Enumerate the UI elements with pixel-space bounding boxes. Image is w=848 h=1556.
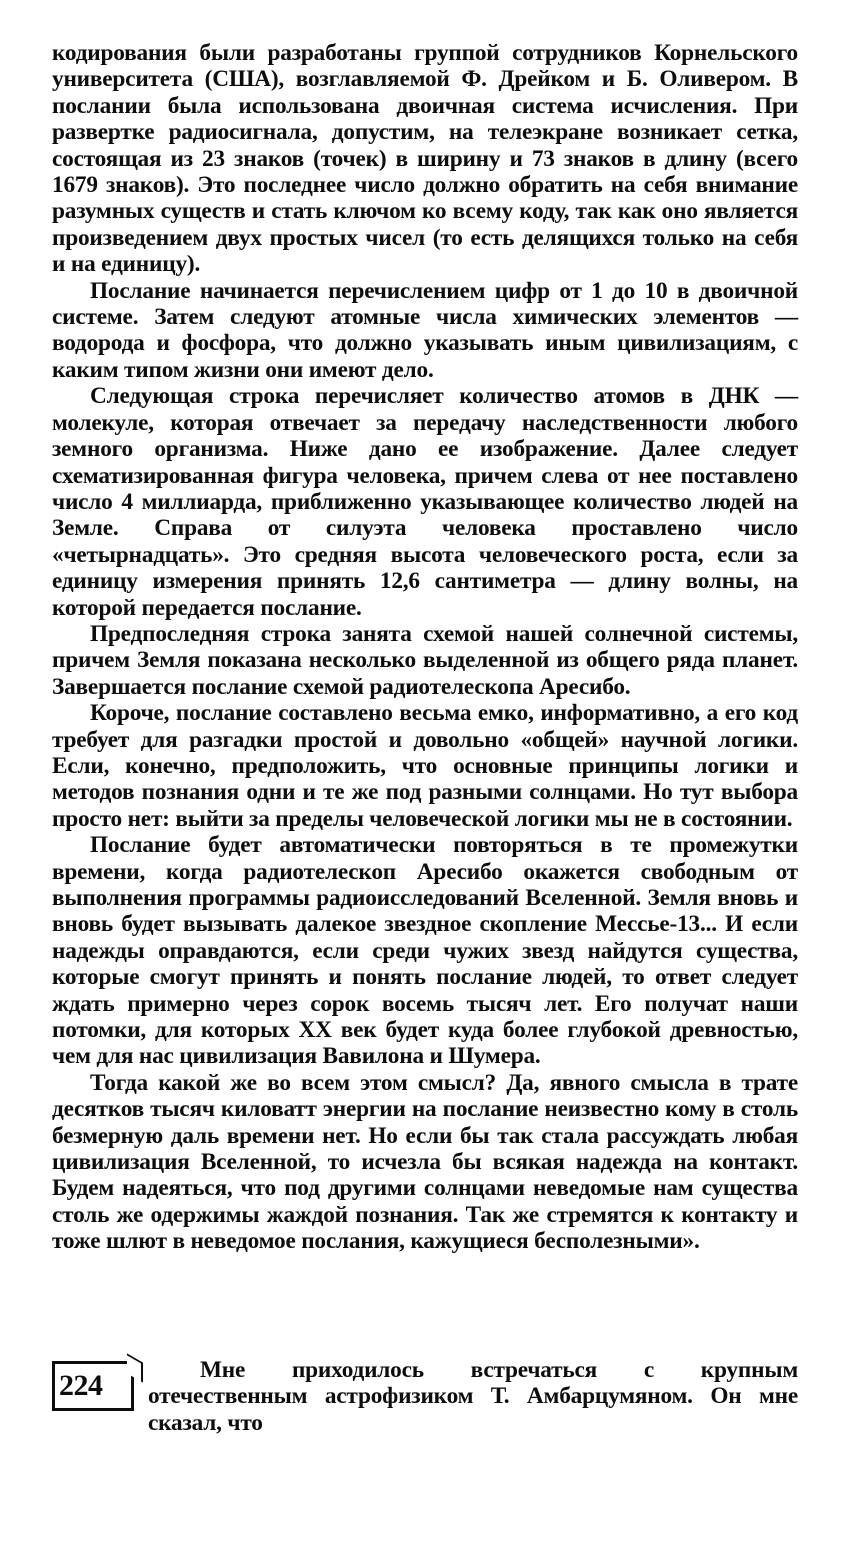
paragraph-3: Следующая строка перечисляет количество атомов в ДНК — молекуле, которая отвечает за передачу наследственности любого земного организма. Ниже дано ее изображение. Далее следует схематизированная фигура человека, причем слева от нее поставлено число 4 миллиарда, приближенно указывающее количество людей на Земле. Справа от силуэта человека проставлено число «четырнадцать». Это средняя высота человеческого роста, если за единицу измерения принять 12,6 сантиметра — длину волны, на которой передается послание. [52,383,798,621]
footer-paragraph: Мне приходилось встречаться с крупным отечественным астрофизиком Т. Амбарцумяном. Он мне сказал, что [148,1357,798,1436]
paragraph-4: Предпоследняя строка занята схемой нашей солнечной системы, причем Земля показана несколько выделенной из общего ряда планет. Завершается послание схемой радиотелескопа Аресибо. [52,620,798,700]
body-text [52,40,798,1255]
paragraph-6: Послание будет автоматически повторяться в те промежутки времени, когда радиотелескоп Аресибо окажется свободным от выполнения программы радиоисследований Вселенной. Земля вновь и вновь будет вызывать далекое звездное скопление Мессье-13... И если надежды оправдаются, если среди чужих звезд найдутся существа, которые смогут принять и понять послание людей, то ответ следует ждать примерно через сорок восемь тысяч лет. Его получат наши потомки, для которых XX век будет куда более глубокой древностью, чем для нас цивилизация Вавилона и Шумера. [52,832,798,1070]
page-number: 224 [52,1361,134,1411]
paragraph-1: кодирования были разработаны группой сотрудников Корнельского университета (США), возглавляемой Ф. Дрейком и Б. Оливером. В послании была использована двоичная система исчисления. При развертке радиосигнала, допустим, на телеэкране возникает сетка, состоящая из 23 знаков (точек) в ширину и 73 знаков в длину (всего 1679 знаков). Это последнее число должно обратить на себя внимание разумных существ и стать ключом ко всему коду, так как оно является произведением двух простых чисел (то есть делящихся только на себя и на единицу). [52,40,798,278]
paragraph-7: Тогда какой же во всем этом смысл? Да, явного смысла в трате десятков тысяч киловатт энергии на послание неизвестно кому в столь безмерную даль времени нет. Но если бы так стала рассуждать любая цивилизация Вселенной, то исчезла бы всякая надежда на контакт. Будем надеяться, что под другими солнцами неведомые нам существа столь же одержимы жаждой познания. Так же стремятся к контакту и тоже шлют в неведомое послания, кажущиеся бесполезными». [52,1069,798,1255]
page-footer [52,1357,798,1436]
paragraph-2: Послание начинается перечислением цифр от 1 до 10 в двоичной системе. Затем следуют атомные числа химических элементов — водорода и фосфора, что должно указывать иным цивилизациям, с каким типом жизни они имеют дело. [52,277,798,383]
paragraph-5: Короче, послание составлено весьма емко, информативно, а его код требует для разгадки простой и довольно «общей» научной логики. Если, конечно, предположить, что основные принципы логики и методов познания одни и те же под разными солнцами. Но тут выбора просто нет: выйти за пределы человеческой логики мы не в состоянии. [52,700,798,832]
